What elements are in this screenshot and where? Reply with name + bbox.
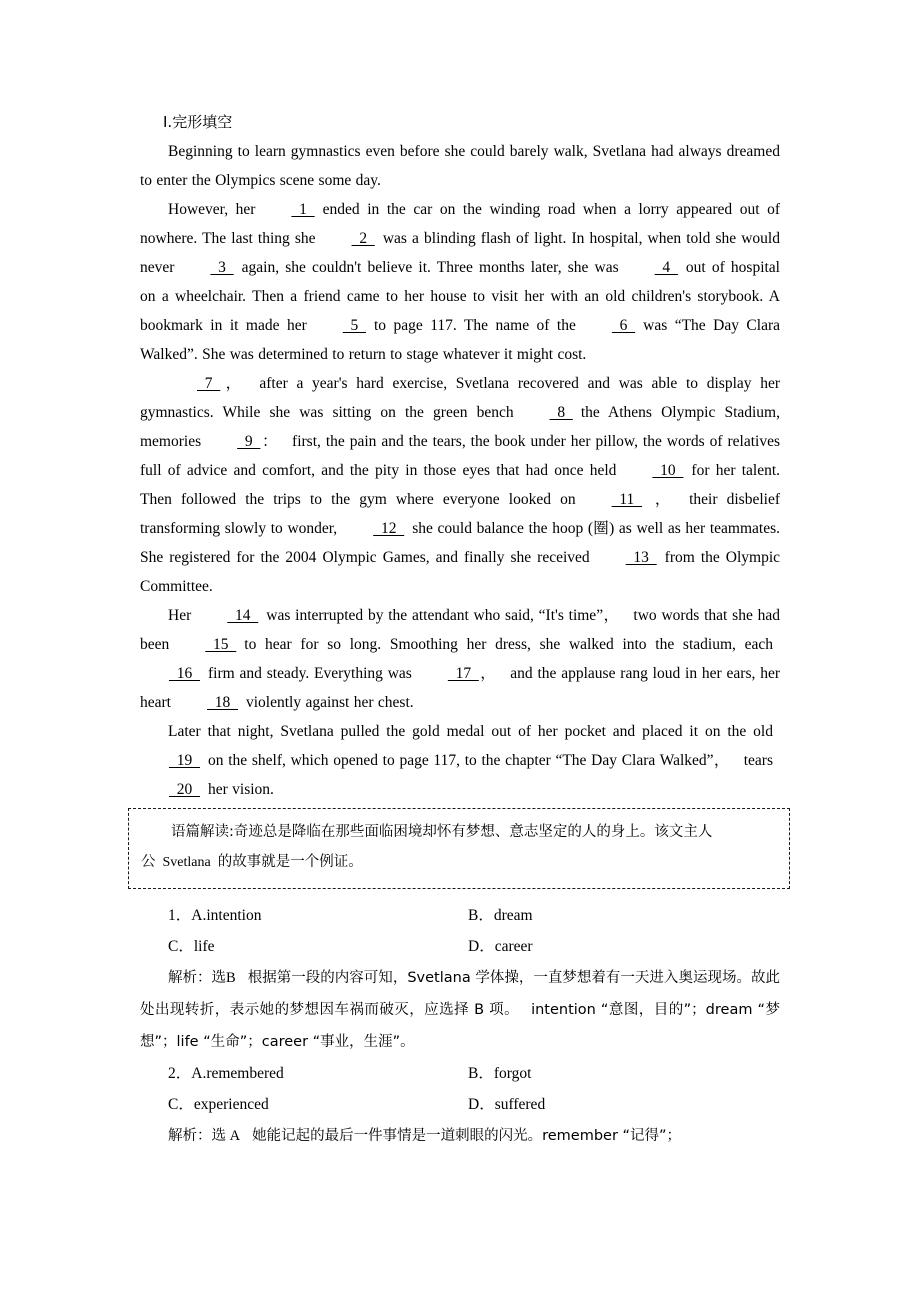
blank-6: 6 (611, 317, 636, 334)
question-1-explanation (140, 962, 780, 1058)
passage-paragraph-3 (140, 369, 780, 601)
question-1-explain-choice: 选B (211, 970, 236, 986)
p4-comma-f: ， (479, 665, 497, 682)
analysis-label: 语篇解读: (171, 824, 234, 840)
question-2-number: 2． (168, 1065, 192, 1082)
blank-14: 14 (227, 607, 259, 624)
question-block-1 (140, 900, 780, 1058)
question-1-option-a[interactable] (168, 900, 468, 931)
passage-paragraph-4 (140, 601, 780, 717)
blank-5: 5 (342, 317, 366, 334)
question-1-option-d[interactable]: D．career (468, 938, 533, 955)
p4-text-a: Her (168, 607, 192, 624)
question-2-explain-choice: 选 A (211, 1128, 241, 1144)
blank-8: 8 (549, 404, 573, 421)
question-2-option-a[interactable] (168, 1058, 468, 1089)
p4-text-b: was interrupted by the attendant who said, “It's time”， (266, 607, 620, 624)
question-block-2 (140, 1058, 780, 1152)
analysis-name: Svetlana (162, 855, 211, 870)
question-1-number: 1． (168, 907, 192, 924)
p2-text-g: was “The Day Clara Walked”. She was determined to return to stage whatever it might cost. (140, 317, 780, 363)
p4-text-e: firm and steady. Everything was (208, 665, 412, 682)
p5-text-c: tears (743, 752, 773, 769)
blank-10: 10 (652, 462, 684, 479)
blank-18: 18 (206, 694, 238, 711)
question-1-options-row-1 (140, 900, 780, 931)
p3-text-b: after a year's hard exercise, Svetlana recovered and was able to display her gymnastics. While she was sitting on the green bench (140, 375, 780, 421)
p5-text-b: on the shelf, which opened to page 117, to the chapter “The Day Clara Walked”， (208, 752, 730, 769)
blank-13: 13 (625, 549, 657, 566)
blank-1: 1 (291, 201, 315, 218)
analysis-line-2 (141, 847, 777, 878)
question-2-option-a-label: A.remembered (191, 1065, 284, 1082)
analysis-line-1-text: 奇迹总是降临在那些面临困境却怀有梦想、意志坚定的人的身上。该文主人 (233, 824, 713, 840)
blank-16: 16 (169, 665, 200, 682)
p3-text-e: first, the pain and the tears, the book under her pillow, the words of relatives full of advice and comfort, and the pity in those eyes that had once held (140, 433, 780, 479)
p5-text-d: her vision. (208, 781, 274, 798)
blank-3: 3 (210, 259, 234, 276)
p3-text-i: she could balance the hoop (圈) as well as her teammates. She registered for the 2004 Olympic Games, and finally she received (140, 520, 780, 566)
p3-text-f: for her talent. Then followed the trips to the gym where everyone looked on (140, 462, 781, 508)
p4-text-c: two words that she had been (140, 607, 780, 653)
page-content (140, 108, 780, 1152)
analysis-box (128, 808, 790, 889)
p3-text-c: the Athens Olympic Stadium, memories (140, 404, 780, 450)
question-2-options-row-1 (140, 1058, 780, 1089)
blank-12: 12 (373, 520, 405, 537)
passage-paragraph-5 (140, 717, 780, 804)
blank-17: 17 (447, 665, 479, 682)
blank-19: 19 (169, 752, 200, 769)
analysis-line-2-a: 公 (141, 854, 156, 870)
p2-text-c: was a blinding flash of light. In hospital, when told she would never (140, 230, 780, 276)
p2-text-b: ended in the car on the winding road when a lorry appeared out of nowhere. The last thing she (140, 201, 780, 247)
p4-text-h: violently against her chest. (245, 694, 414, 711)
blank-15: 15 (205, 636, 237, 653)
question-1-options-row-2 (140, 931, 780, 962)
p3-text-j: from the Olympic Committee. (140, 549, 781, 595)
p2-text-f: to page 117. The name of the (373, 317, 576, 334)
blank-2: 2 (351, 230, 375, 247)
p4-text-d: to hear for so long. Smoothing her dress, she walked into the stadium, each (244, 636, 773, 653)
question-2-option-d[interactable]: D．suffered (468, 1096, 546, 1113)
passage-paragraph-2 (140, 195, 780, 369)
p5-text-a: Later that night, Svetlana pulled the gold medal out of her pocket and placed it on the old (168, 723, 773, 740)
question-1-explain-text-2: intention “意图，目的”；dream “梦想”；life “生命”；career “事业，生涯”。 (140, 1002, 780, 1050)
p3-text-h: their disbelief transforming slowly to wonder, (140, 491, 780, 537)
p3-colon: ： (261, 433, 279, 450)
question-1-option-b[interactable]: B．dream (468, 907, 533, 924)
blank-11: 11 (611, 491, 643, 508)
question-2-option-b[interactable]: B．forgot (468, 1065, 532, 1082)
p4-text-g: and the applause rang loud in her ears, her heart (140, 665, 780, 711)
passage-paragraph-1 (140, 137, 780, 195)
p3-comma-g: ， (650, 491, 676, 508)
p3-comma-a: ， (221, 375, 246, 392)
blank-9: 9 (237, 433, 261, 450)
blank-7: 7 (197, 375, 221, 392)
question-2-options-row-2 (140, 1089, 780, 1120)
section-heading: Ⅰ.完形填空 (163, 113, 233, 131)
p2-text-a: However, her (168, 201, 256, 218)
question-2-option-c[interactable]: C．experienced (168, 1096, 269, 1113)
question-1-option-c[interactable]: C．life (168, 938, 215, 955)
blank-20: 20 (169, 781, 200, 798)
p2-text-e: out of hospital on a wheelchair. Then a friend came to her house to visit her with an old children's storybook. A bookmark in it made her (140, 259, 780, 334)
question-1-option-a-label: A.intention (191, 907, 262, 924)
p2-text-d: again, she couldn't believe it. Three months later, she was (241, 259, 619, 276)
question-1-explain-label: 解析： (168, 970, 212, 986)
question-2-explanation (140, 1120, 780, 1152)
analysis-line-1 (141, 817, 777, 847)
paragraph-1-text: Beginning to learn gymnastics even before she could barely walk, Svetlana had always dreamed to enter the Olympics scene some day. (140, 143, 780, 189)
question-2-explain-text-1: 她能记起的最后一件事情是一道刺眼的闪光。remember “记得”； (252, 1128, 682, 1144)
question-1-explain-text-1: 根据第一段的内容可知，Svetlana 学体操，一直梦想着有一天进入奥运现场。故此处出现转折，表示她的梦想因车祸而破灭，应选择 B 项。 (140, 970, 780, 1018)
question-2-explain-label: 解析： (168, 1128, 212, 1144)
blank-4: 4 (654, 259, 678, 276)
analysis-line-2-b: 的故事就是一个例证。 (217, 854, 363, 870)
